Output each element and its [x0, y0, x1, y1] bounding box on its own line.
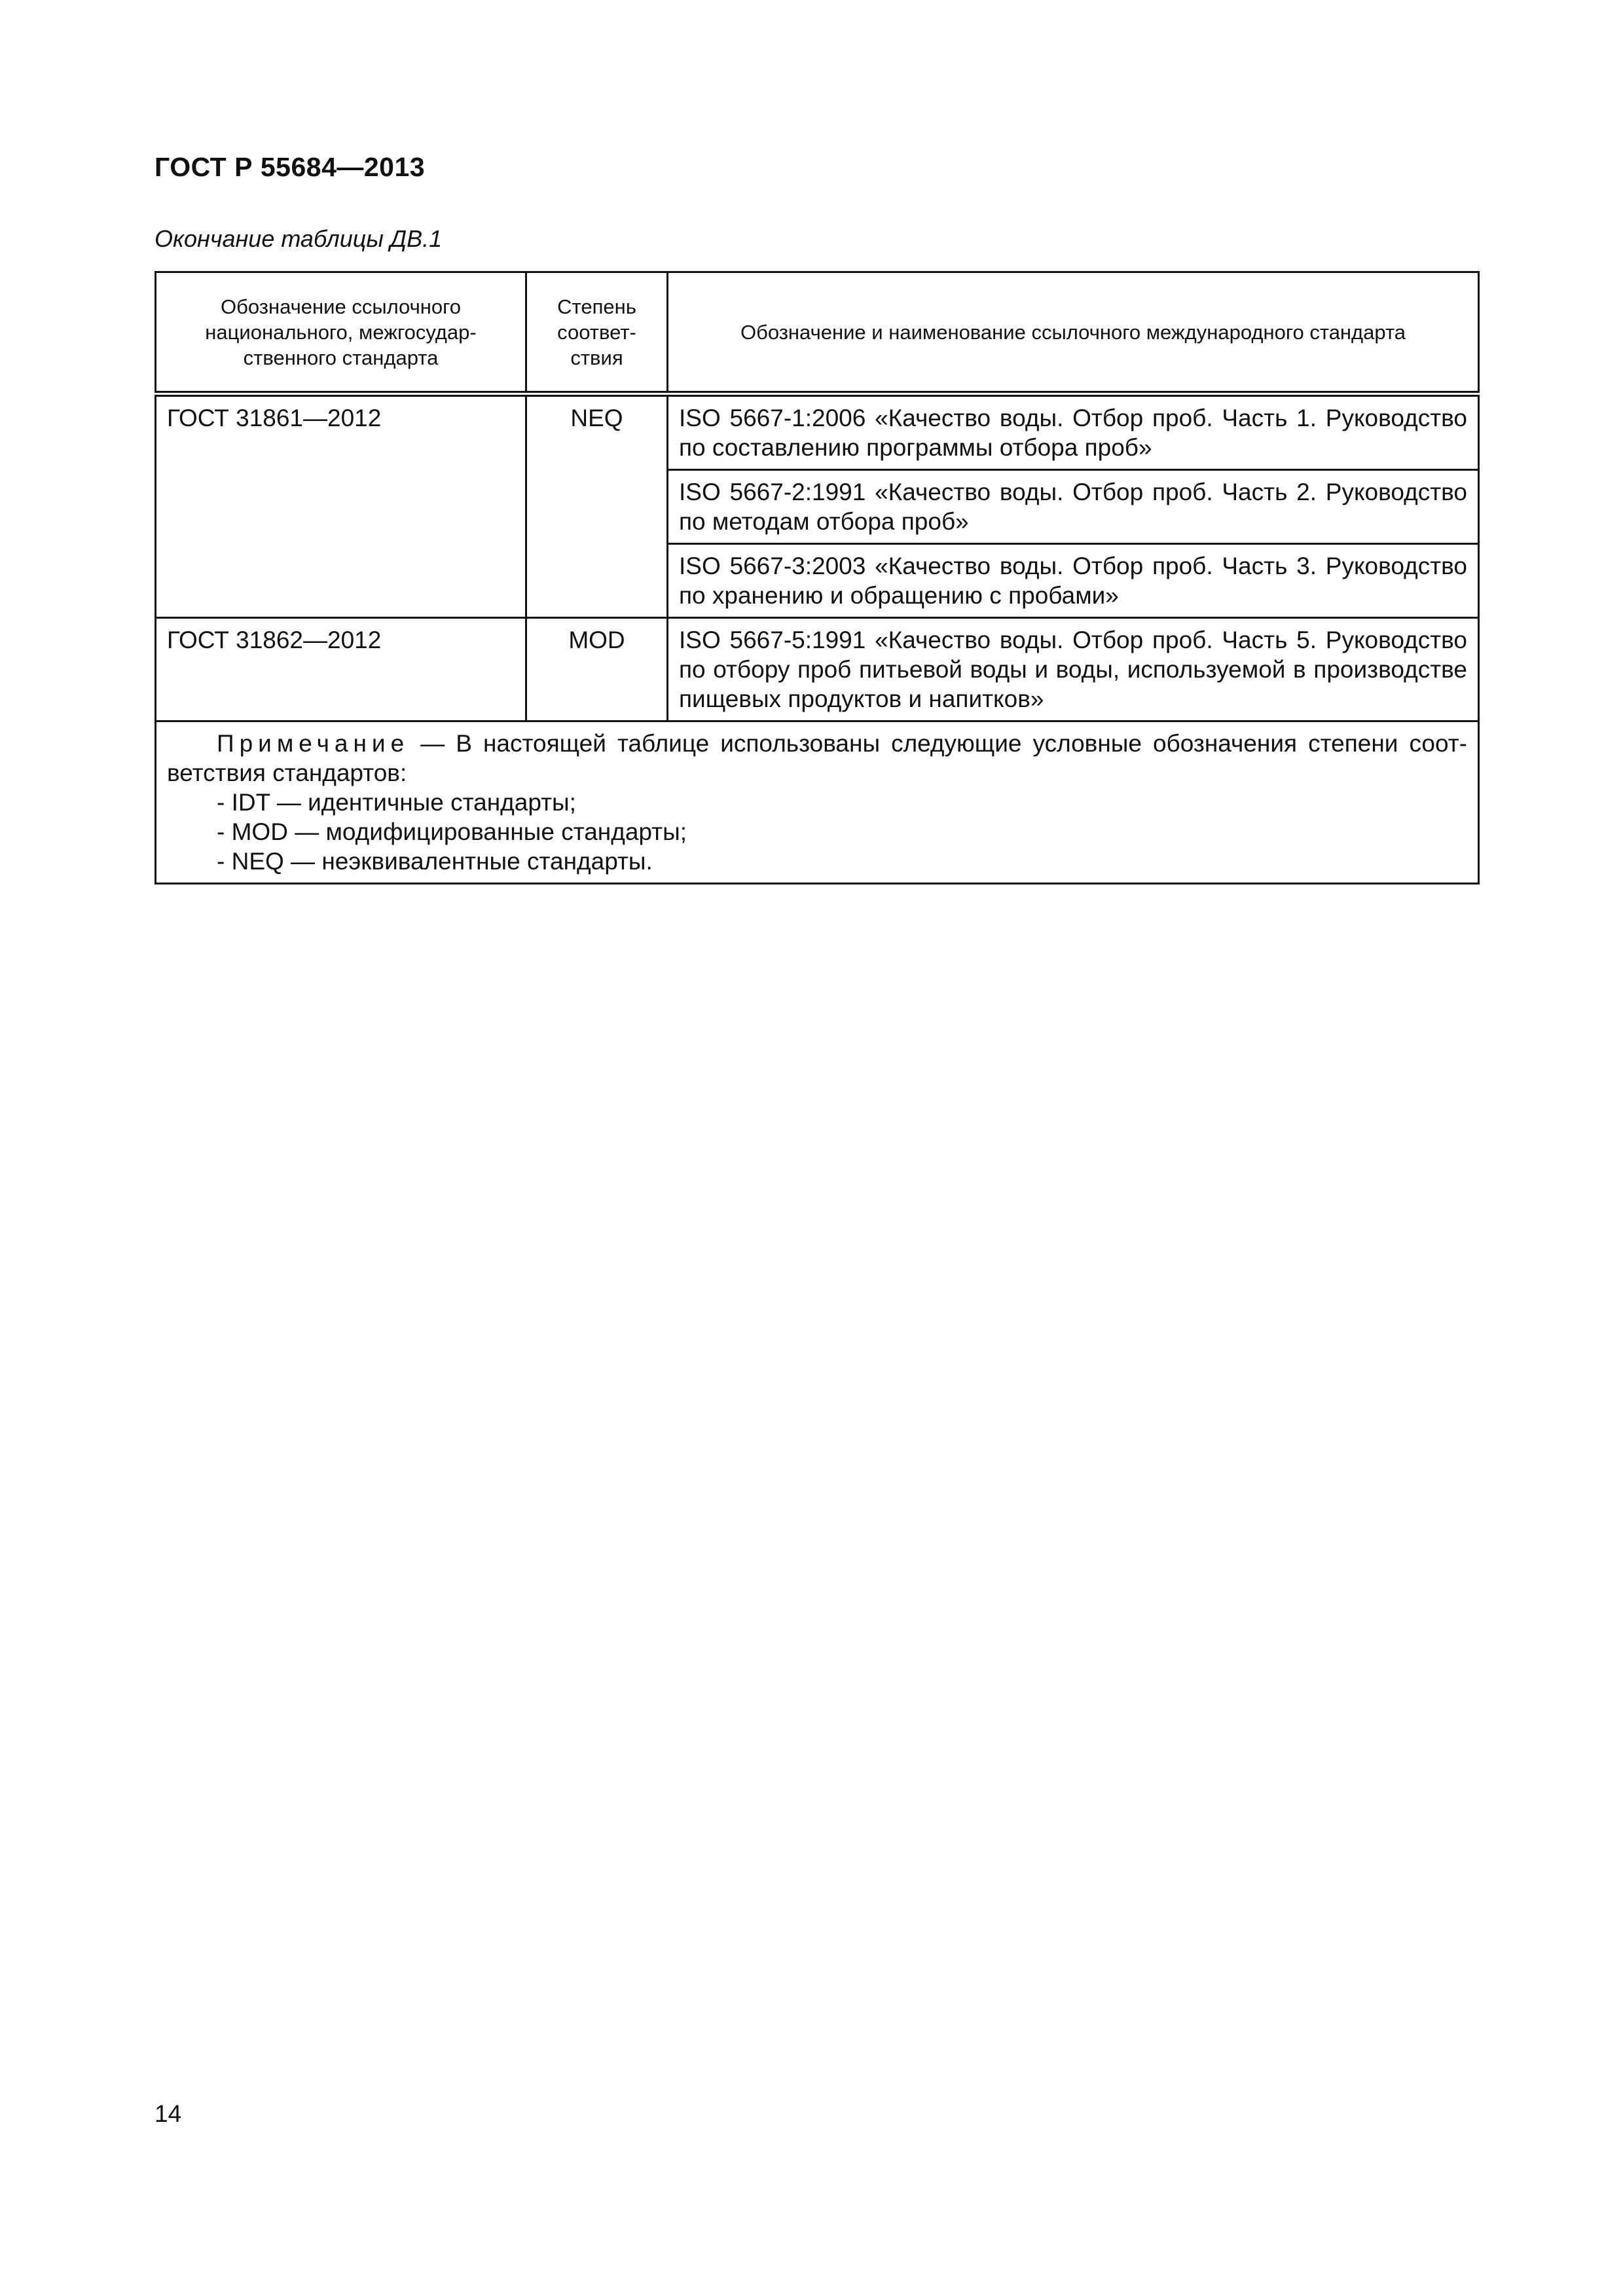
note-item-idt: - IDT — идентичные стандарты; — [217, 789, 576, 816]
note-item-mod: - MOD — модифицированные стандарты; — [217, 818, 687, 845]
table-row — [156, 394, 1479, 470]
page-number: 14 — [155, 2100, 182, 2127]
international-standard-cell: ISO 5667-2:1991 «Качество воды. Отбор проб. Часть 2. Руководство по методам отбора проб» — [668, 470, 1479, 544]
international-standard-cell: ISO 5667-3:2003 «Качество воды. Отбор проб. Часть 3. Руководство по хранению и обращению с пробами» — [668, 544, 1479, 618]
table-note-row — [156, 721, 1479, 884]
note-item-neq: - NEQ — неэквивалентные стандарты. — [217, 848, 653, 875]
table-note — [156, 721, 1479, 884]
note-text: — В настоящей таблице использованы следующие условные обозначения степени соответствия стандартов: — [167, 730, 1467, 786]
note-label: Примечание — [217, 730, 410, 757]
standards-correspondence-table — [155, 271, 1480, 884]
national-standard-cell: ГОСТ 31861—2012 — [156, 394, 526, 618]
document-header: ГОСТ Р 55684—2013 — [155, 152, 426, 182]
degree-cell: NEQ — [526, 394, 668, 618]
international-standard-cell: ISO 5667-1:2006 «Качество воды. Отбор проб. Часть 1. Руководство по составлению программы отбора проб» — [668, 394, 1479, 470]
table-header-row — [156, 272, 1479, 394]
header-international-standard: Обозначение и наименование ссылочного международного стандарта — [668, 272, 1479, 394]
national-standard-cell: ГОСТ 31862—2012 — [156, 618, 526, 721]
international-standard-cell: ISO 5667-5:1991 «Качество воды. Отбор проб. Часть 5. Руководство по отбору проб питьевой воды и воды, используемой в производстве пищевых продуктов и напитков» — [668, 618, 1479, 721]
table-caption: Окончание таблицы ДВ.1 — [155, 225, 443, 252]
header-degree: Степень соответствия — [526, 272, 668, 394]
note-intro — [167, 729, 1467, 788]
degree-cell: MOD — [526, 618, 668, 721]
header-national-standard: Обозначение ссылочного национального, межгосударственного стандарта — [156, 272, 526, 394]
table-row — [156, 618, 1479, 721]
